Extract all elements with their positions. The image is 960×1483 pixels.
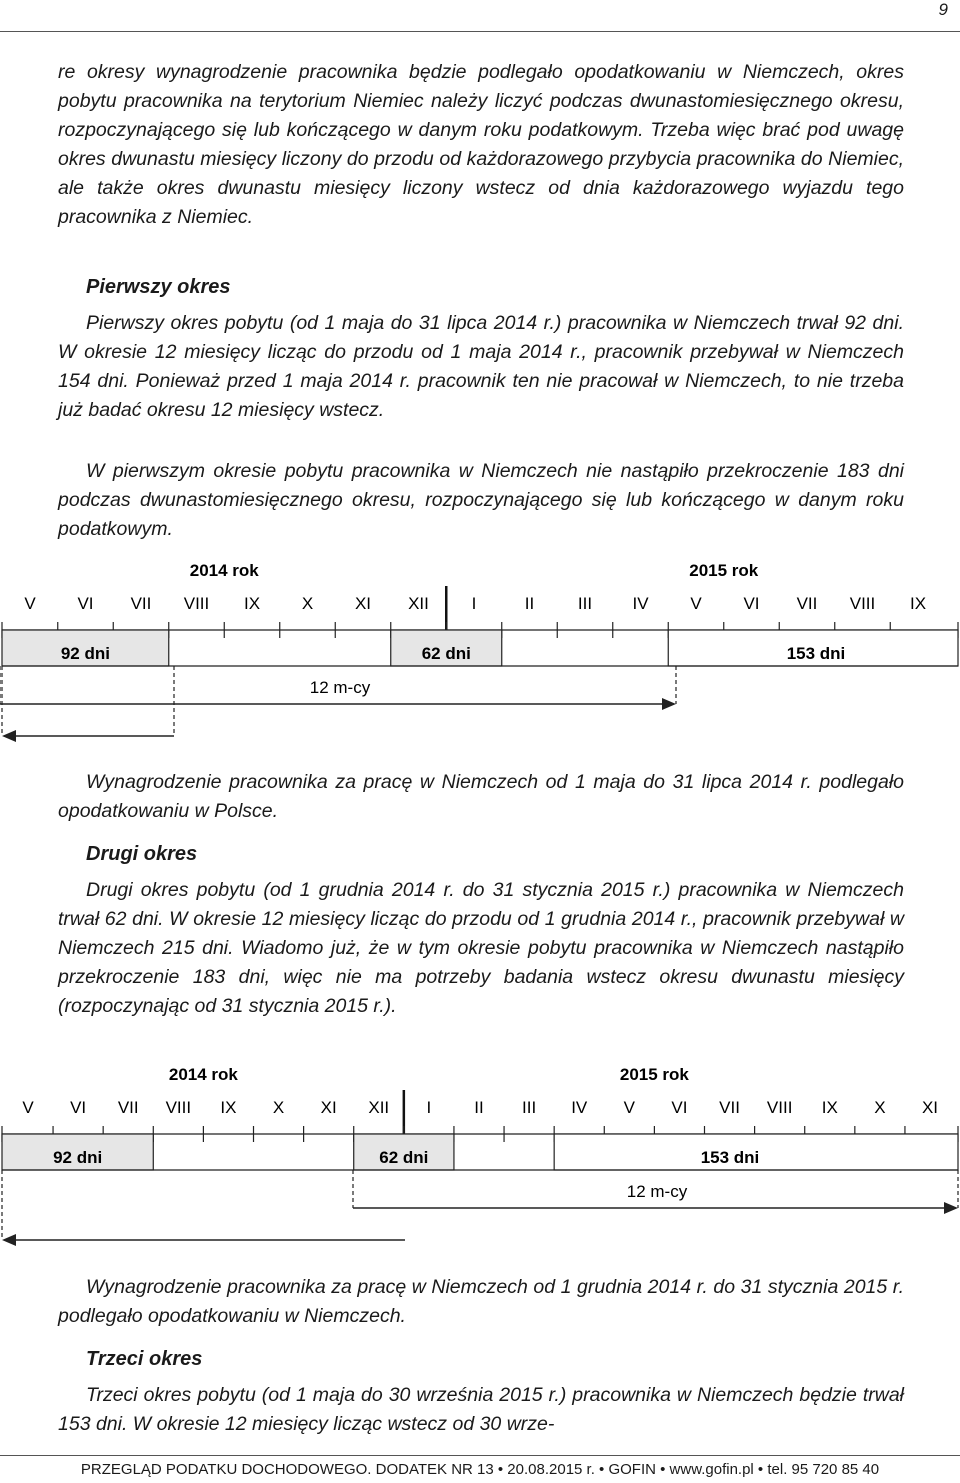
month-label: XII	[368, 1098, 390, 1117]
month-label: IX	[909, 594, 927, 613]
month-label: IX	[220, 1098, 237, 1117]
heading-second-period: Drugi okres	[86, 843, 198, 865]
period-1-label: 92 dni	[60, 644, 110, 663]
month-label: III	[522, 1098, 537, 1117]
paragraph-first-taxation: Wynagrodzenie pracownika za pracę w Niemczech od 1 maja do 31 lipca 2014 r. podlegało opodatkowaniu w Polsce.	[58, 771, 904, 822]
month-label: IX	[821, 1098, 838, 1117]
month-label: VI	[671, 1098, 688, 1117]
month-label: V	[24, 594, 36, 613]
month-label: XI	[320, 1098, 337, 1117]
page-footer: PRZEGLĄD PODATKU DOCHODOWEGO. DODATEK NR 13 • 20.08.2015 r. • GOFIN • www.gofin.pl • tel. 95 720 85 40	[0, 1455, 960, 1483]
month-label: VI	[70, 1098, 87, 1117]
paragraph-first-period: Pierwszy okres pobytu (od 1 maja do 31 lipca 2014 r.) pracownika w Niemczech trwał 92 dni. W okresie 12 miesięcy licząc do przodu od 1 maja 2014 r., pracownik przebywał w Niemczech 154 dni. Ponieważ przed 1 maja 2014 r. pracownik ten nie pracował w Niemczech, to nie trzeba już badać okresu 12 miesięcy wstecz.	[58, 312, 904, 421]
month-label: I	[471, 594, 477, 613]
month-label: II	[474, 1098, 484, 1117]
timeline-second	[0, 1060, 960, 1250]
span-forward-arrowhead	[662, 698, 676, 710]
heading-third-period: Trzeci okres	[86, 1348, 203, 1370]
span-label: 12 m-cy	[309, 678, 371, 697]
month-label: VII	[130, 594, 152, 613]
year-label-2014: 2014 rok	[189, 561, 259, 580]
paragraph-third-period: Trzeci okres pobytu (od 1 maja do 30 września 2015 r.) pracownika w Niemczech będzie trwał 153 dni. W okresie 12 miesięcy licząc wstecz od 30 wrze-	[58, 1384, 904, 1435]
span-forward-arrowhead	[944, 1202, 958, 1214]
timeline-first	[0, 556, 960, 746]
month-label: VIII	[183, 594, 210, 613]
paragraph-first-conclusion: W pierwszym okresie pobytu pracownika w Niemczech nie nastąpiło przekroczenie 183 dni podczas dwunastomiesięcznego okresu, rozpoczynającego się lub kończącego w danym roku podatkowym.	[58, 460, 904, 540]
period-3-label: 153 dni	[786, 644, 846, 663]
month-label: III	[577, 594, 593, 613]
back-span-arrowhead	[2, 1234, 16, 1246]
period-2-label: 62 dni	[421, 644, 471, 663]
period-2-label: 62 dni	[379, 1148, 429, 1167]
back-span-arrowhead	[2, 730, 16, 742]
span-label: 12 m-cy	[626, 1182, 688, 1201]
month-label: IV	[632, 594, 649, 613]
period-3-label: 153 dni	[700, 1148, 760, 1167]
month-label: VI	[743, 594, 760, 613]
month-label: II	[524, 594, 535, 613]
month-label: VI	[77, 594, 94, 613]
period-1-label: 92 dni	[53, 1148, 103, 1167]
timeline-second-diagram	[0, 1060, 960, 1250]
month-label: VIII	[165, 1098, 192, 1117]
timeline-first-diagram	[0, 556, 960, 746]
month-label: VII	[719, 1098, 740, 1117]
month-label: X	[301, 594, 314, 613]
month-label: IX	[243, 594, 261, 613]
year-label-2015: 2015 rok	[689, 561, 759, 580]
paragraph-second-taxation: Wynagrodzenie pracownika za pracę w Niemczech od 1 grudnia 2014 r. do 31 stycznia 2015 r. podlegało opodatkowaniu w Niemczech.	[58, 1276, 904, 1327]
year-label-2014: 2014 rok	[168, 1065, 238, 1084]
month-label: V	[623, 1098, 636, 1117]
month-label: V	[690, 594, 702, 613]
paragraph-intro: re okresy wynagrodzenie pracownika będzie podlegało opodatkowaniu w Niemczech, okres pobytu pracownika na terytorium Niemiec należy liczyć podczas dwunastomiesięcznego okresu, rozpoczynającego się lub kończącego w danym roku podatkowym. Trzeba więc brać pod uwagę okres dwunastu miesięcy liczony do przodu od każdorazowego przybycia pracownika do Niemiec, ale także okres dwunastu miesięcy liczony wstecz od dnia każdorazowego wyjazdu tego pracownika z Niemiec.	[58, 61, 904, 228]
month-label: VII	[117, 1098, 139, 1117]
header-rule	[0, 31, 960, 32]
month-label: VIII	[766, 1098, 793, 1117]
month-label: X	[272, 1098, 285, 1117]
page-number: 9	[938, 0, 948, 19]
month-label: XII	[408, 594, 429, 613]
month-label: XI	[354, 594, 372, 613]
month-label: X	[874, 1098, 886, 1117]
year-label-2015: 2015 rok	[619, 1065, 689, 1084]
month-label: VII	[796, 594, 818, 613]
month-label: VIII	[849, 594, 876, 613]
month-label: XI	[921, 1098, 939, 1117]
month-label: I	[426, 1098, 432, 1117]
paragraph-second-period: Drugi okres pobytu (od 1 grudnia 2014 r. do 31 stycznia 2015 r.) pracownika w Niemczech trwał 62 dni. W okresie 12 miesięcy licząc do przodu od 1 grudnia 2014 r., pracownik przebywał w Niemczech 215 dni. Wiadomo już, że w tym okresie pobytu pracownika w Niemczech nastąpiło przekroczenie 183 dni, więc nie ma potrzeby badania wstecz okresu dwunastu miesięcy (rozpoczynając od 31 stycznia 2015 r.).	[58, 879, 904, 1017]
month-label: IV	[571, 1098, 588, 1117]
heading-first-period: Pierwszy okres	[86, 276, 231, 298]
month-label: V	[22, 1098, 34, 1117]
